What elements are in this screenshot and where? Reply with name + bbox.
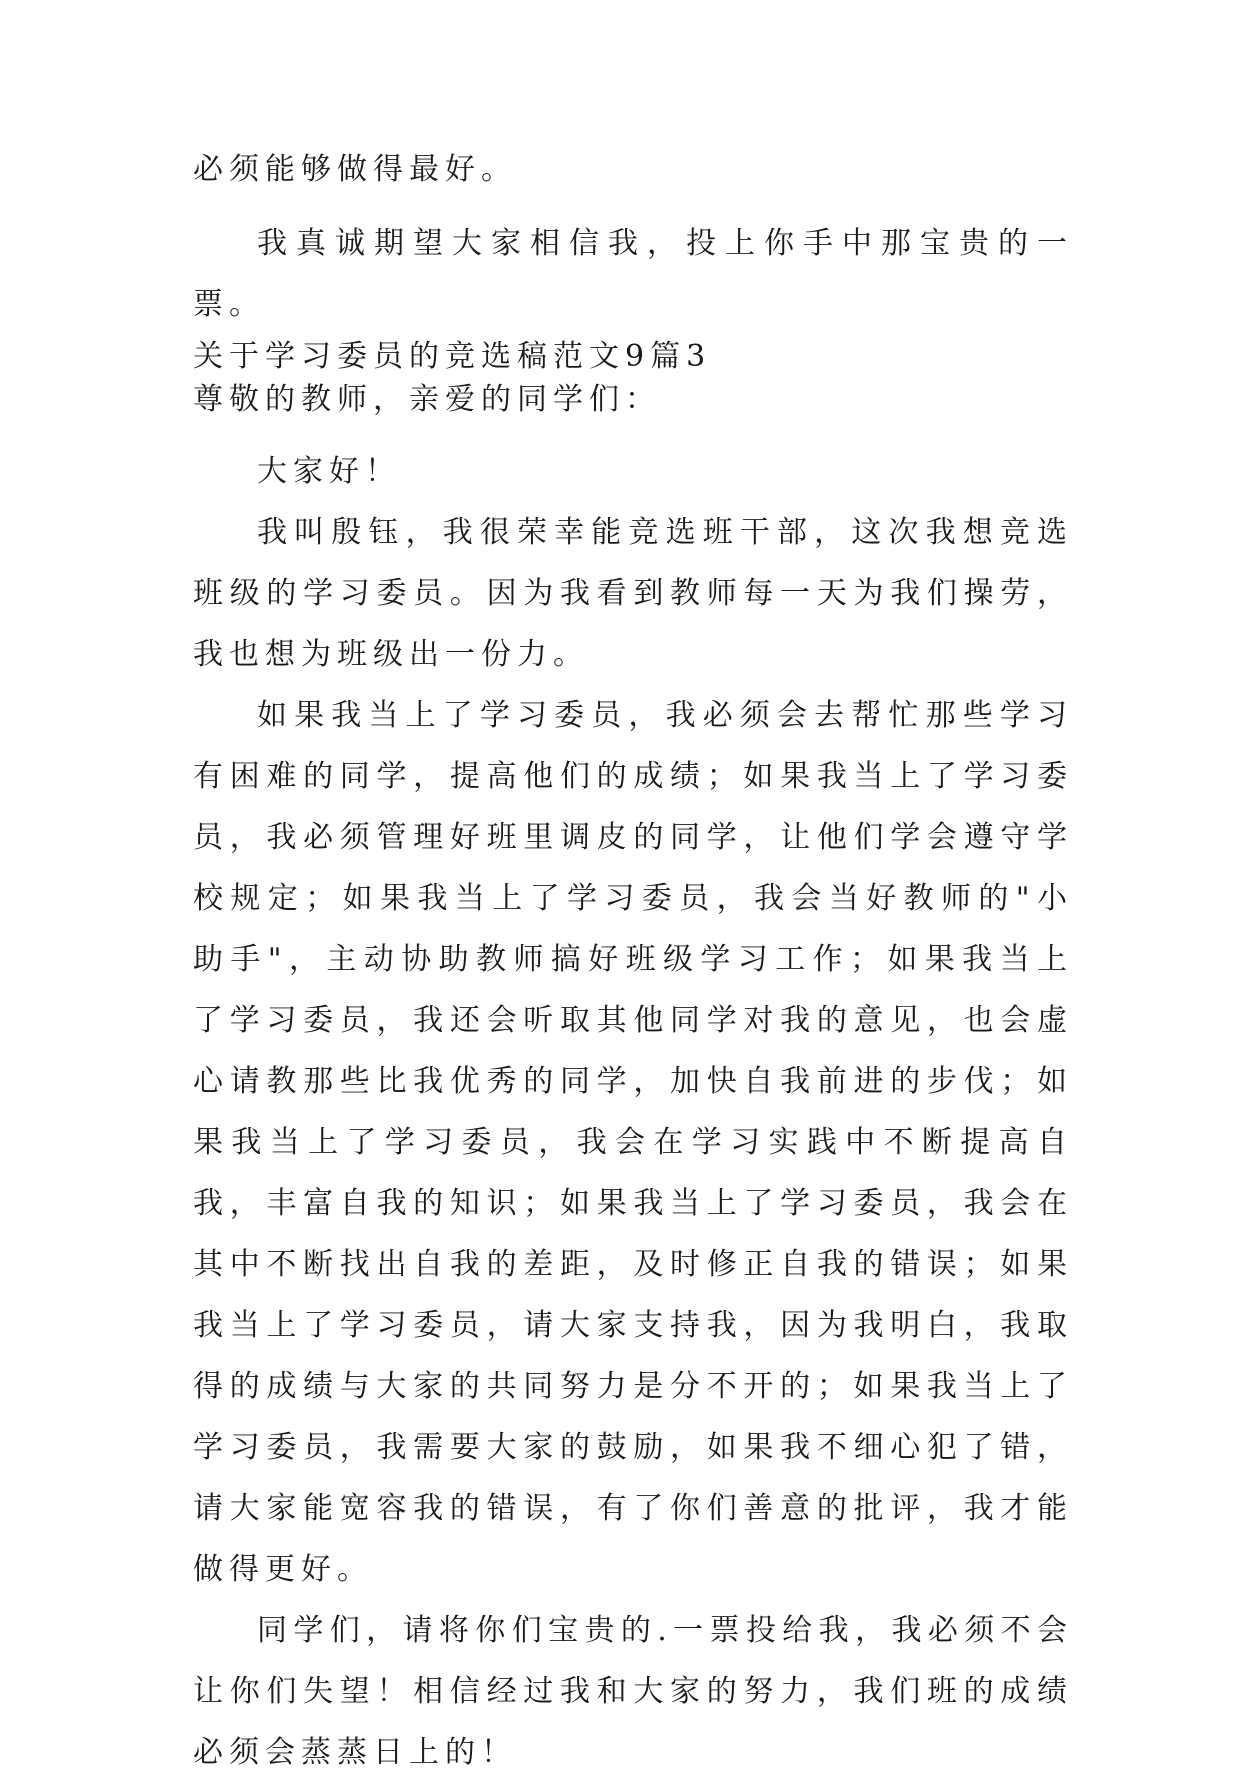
salutation: 尊敬的教师，亲爱的同学们： <box>193 382 661 417</box>
paragraph: 同学们，请将你们宝贵的.一票投给我，我必须不会让你们失望！相信经过我和大家的努力，我们班的成绩必须会蒸蒸日上的！ <box>193 1613 1073 1770</box>
closing-line: 我真诚期望大家相信我，投上你手中那宝贵的一票。 <box>193 226 1073 322</box>
greeting: 大家好！ <box>257 454 401 489</box>
document-body <box>193 150 1073 1783</box>
section-title: 关于学习委员的竞选稿范文9篇3 <box>193 339 712 374</box>
paragraph: 如果我当上了学习委员，我必须会去帮忙那些学习有困难的同学，提高他们的成绩；如果我当上了学习委员，我必须管理好班里调皮的同学，让他们学会遵守学校规定；如果我当上了学习委员，我会当好教师的"小助手"，主动协助教师搞好班级学习工作；如果我当上了学习委员，我还会听取其他同学对我的意见，也会虚心请教那些比我优秀的同学，加快自我前进的步伐；如果我当上了学习委员，我会在学习实践中不断提高自我，丰富自我的知识；如果我当上了学习委员，我会在其中不断找出自我的差距，及时修正自我的错误；如果我当上了学习委员，请大家支持我，因为我明白，我取得的成绩与大家的共同努力是分不开的；如果我当上了学习委员，我需要大家的鼓励，如果我不细心犯了错，请大家能宽容我的错误，有了你们善意的批评，我才能做得更好。 <box>193 698 1073 1587</box>
paragraph: 我叫殷钰，我很荣幸能竞选班干部，这次我想竞选班级的学习委员。因为我看到教师每一天为我们操劳，我也想为班级出一份力。 <box>193 515 1073 672</box>
continuation-line: 必须能够做得最好。 <box>193 152 517 187</box>
